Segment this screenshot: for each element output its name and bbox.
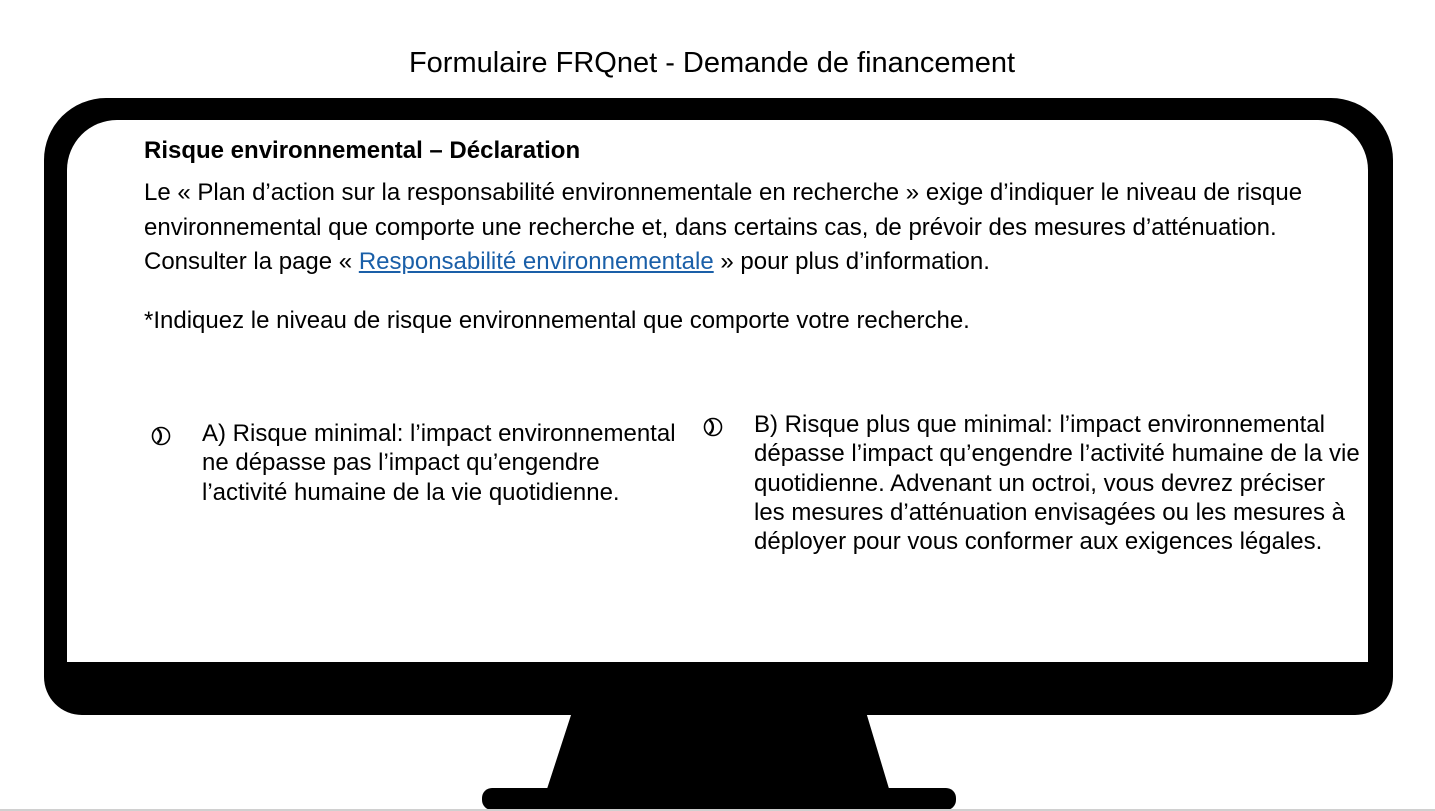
responsabilite-environnementale-link[interactable]: Responsabilité environnementale <box>358 248 714 275</box>
form-panel <box>144 136 1344 338</box>
radio-unselected-icon[interactable] <box>150 425 172 447</box>
intro-paragraph <box>144 176 1314 280</box>
option-b-label: B) Risque plus que minimal: l’impact environnemental dépasse l’impact qu’engendre l’activité humaine de la vie quotidienne. Advenant un octroi, vous devrez préciser les mesures d’atténuation envisagées ou les mesures à déployer pour vous conformer aux exigences légales. <box>754 411 1360 556</box>
intro-text-end: » pour plus d’information. <box>713 248 990 275</box>
intro-text-start: Le « Plan d’action sur la responsabilité environnementale en recherche » exige d’indiquer le niveau de risque environnemental que comporte une recherche et, dans certains cas, de prévoir des mesures d’atténuation. Consulter la page « <box>144 179 1303 275</box>
risk-question: *Indiquez le niveau de risque environnemental que comporte votre recherche. <box>144 306 970 334</box>
slide-title: Formulaire FRQnet - Demande de financement <box>408 47 1016 79</box>
option-risque-minimal[interactable] <box>150 419 680 507</box>
option-risque-plus-que-minimal[interactable] <box>702 410 1362 556</box>
option-a-label: A) Risque minimal: l’impact environnemental ne dépasse pas l’impact qu’engendre l’activité humaine de la vie quotidienne. <box>202 420 676 506</box>
form-heading: Risque environnemental – Déclaration <box>144 137 581 164</box>
radio-unselected-icon[interactable] <box>702 416 724 438</box>
